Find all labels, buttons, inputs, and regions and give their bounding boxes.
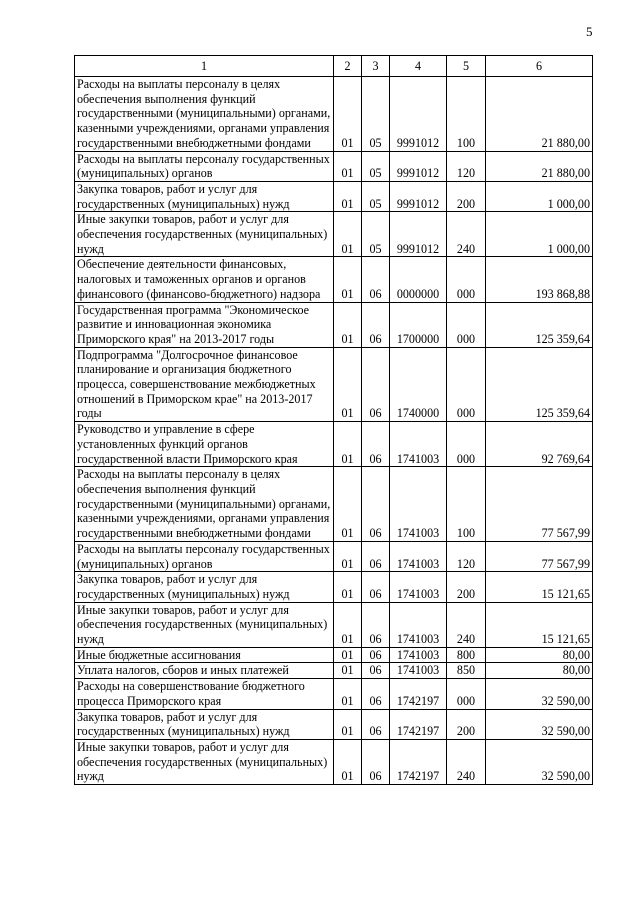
cell-expense-type: 120	[447, 541, 486, 571]
cell-name: Расходы на выплаты персоналу государственных (муниципальных) органов	[75, 151, 334, 181]
table-row	[75, 181, 593, 211]
cell-section: 01	[334, 212, 362, 257]
table-row	[75, 151, 593, 181]
header-col-6: 6	[486, 56, 593, 77]
cell-amount: 15 121,65	[486, 572, 593, 602]
cell-expense-type: 200	[447, 181, 486, 211]
cell-section: 01	[334, 739, 362, 784]
cell-amount: 15 121,65	[486, 602, 593, 647]
cell-section: 01	[334, 181, 362, 211]
cell-subsection: 06	[362, 679, 390, 709]
cell-subsection: 05	[362, 212, 390, 257]
cell-name: Иные бюджетные ассигнования	[75, 647, 334, 663]
cell-target-article: 1741003	[390, 422, 447, 467]
cell-subsection: 06	[362, 541, 390, 571]
cell-section: 01	[334, 541, 362, 571]
cell-expense-type: 800	[447, 647, 486, 663]
cell-expense-type: 240	[447, 212, 486, 257]
cell-expense-type: 000	[447, 347, 486, 422]
cell-amount: 92 769,64	[486, 422, 593, 467]
cell-name: Подпрограмма "Долгосрочное финансовое планирование и организация бюджетного процесса, совершенствование межбюджетных отношений в Приморском крае" на 2013-2017 годы	[75, 347, 334, 422]
cell-name: Иные закупки товаров, работ и услуг для обеспечения государственных (муниципальных) нужд	[75, 602, 334, 647]
cell-expense-type: 100	[447, 467, 486, 542]
table-row	[75, 347, 593, 422]
cell-subsection: 06	[362, 663, 390, 679]
table-row	[75, 302, 593, 347]
table-row	[75, 212, 593, 257]
cell-subsection: 06	[362, 739, 390, 784]
table-row	[75, 602, 593, 647]
cell-amount: 77 567,99	[486, 467, 593, 542]
cell-target-article: 9991012	[390, 77, 447, 152]
cell-name: Уплата налогов, сборов и иных платежей	[75, 663, 334, 679]
cell-amount: 1 000,00	[486, 212, 593, 257]
cell-subsection: 06	[362, 572, 390, 602]
cell-expense-type: 000	[447, 302, 486, 347]
cell-subsection: 06	[362, 257, 390, 302]
cell-target-article: 1741003	[390, 467, 447, 542]
cell-section: 01	[334, 572, 362, 602]
cell-target-article: 9991012	[390, 181, 447, 211]
table-row	[75, 467, 593, 542]
cell-name: Закупка товаров, работ и услуг для государственных (муниципальных) нужд	[75, 709, 334, 739]
cell-target-article: 1700000	[390, 302, 447, 347]
cell-name: Закупка товаров, работ и услуг для государственных (муниципальных) нужд	[75, 572, 334, 602]
budget-table	[74, 55, 593, 785]
page-number: 5	[586, 24, 593, 39]
cell-target-article: 0000000	[390, 257, 447, 302]
cell-target-article: 1741003	[390, 663, 447, 679]
cell-amount: 21 880,00	[486, 77, 593, 152]
cell-expense-type: 000	[447, 257, 486, 302]
cell-target-article: 9991012	[390, 151, 447, 181]
table-row	[75, 541, 593, 571]
cell-section: 01	[334, 302, 362, 347]
cell-expense-type: 120	[447, 151, 486, 181]
cell-subsection: 06	[362, 347, 390, 422]
cell-subsection: 06	[362, 709, 390, 739]
cell-name: Руководство и управление в сфере установленных функций органов государственной власти Приморского края	[75, 422, 334, 467]
cell-target-article: 1741003	[390, 572, 447, 602]
table-row	[75, 663, 593, 679]
cell-subsection: 06	[362, 422, 390, 467]
cell-expense-type: 000	[447, 679, 486, 709]
cell-section: 01	[334, 709, 362, 739]
cell-subsection: 05	[362, 181, 390, 211]
cell-expense-type: 100	[447, 77, 486, 152]
cell-amount: 80,00	[486, 663, 593, 679]
cell-amount: 125 359,64	[486, 302, 593, 347]
cell-section: 01	[334, 77, 362, 152]
table-row	[75, 647, 593, 663]
cell-section: 01	[334, 663, 362, 679]
cell-section: 01	[334, 602, 362, 647]
cell-name: Государственная программа "Экономическое развитие и инновационная экономика Приморского края" на 2013-2017 годы	[75, 302, 334, 347]
cell-amount: 125 359,64	[486, 347, 593, 422]
cell-subsection: 06	[362, 602, 390, 647]
cell-name: Расходы на выплаты персоналу государственных (муниципальных) органов	[75, 541, 334, 571]
cell-target-article: 1740000	[390, 347, 447, 422]
cell-name: Закупка товаров, работ и услуг для государственных (муниципальных) нужд	[75, 181, 334, 211]
cell-target-article: 1741003	[390, 647, 447, 663]
cell-target-article: 9991012	[390, 212, 447, 257]
cell-subsection: 05	[362, 151, 390, 181]
cell-name: Расходы на выплаты персоналу в целях обеспечения выполнения функций государственными (муниципальными) органами, казенными учреждениями, органами управления государственными внебюджетными фондами	[75, 77, 334, 152]
cell-name: Расходы на совершенствование бюджетного процесса Приморского края	[75, 679, 334, 709]
cell-section: 01	[334, 467, 362, 542]
cell-target-article: 1741003	[390, 602, 447, 647]
table-header-row	[75, 56, 593, 77]
table-row	[75, 739, 593, 784]
cell-expense-type: 240	[447, 739, 486, 784]
cell-amount: 1 000,00	[486, 181, 593, 211]
cell-subsection: 05	[362, 77, 390, 152]
cell-section: 01	[334, 347, 362, 422]
table-row	[75, 257, 593, 302]
header-col-1: 1	[75, 56, 334, 77]
cell-section: 01	[334, 647, 362, 663]
cell-name: Иные закупки товаров, работ и услуг для обеспечения государственных (муниципальных) нужд	[75, 212, 334, 257]
table-row	[75, 422, 593, 467]
cell-name: Иные закупки товаров, работ и услуг для обеспечения государственных (муниципальных) нужд	[75, 739, 334, 784]
table-row	[75, 709, 593, 739]
cell-name: Расходы на выплаты персоналу в целях обеспечения выполнения функций государственными (муниципальными) органами, казенными учреждениями, органами управления государственными внебюджетными фондами	[75, 467, 334, 542]
cell-amount: 21 880,00	[486, 151, 593, 181]
header-col-5: 5	[447, 56, 486, 77]
cell-subsection: 06	[362, 647, 390, 663]
cell-amount: 77 567,99	[486, 541, 593, 571]
cell-expense-type: 240	[447, 602, 486, 647]
cell-section: 01	[334, 257, 362, 302]
table-row	[75, 572, 593, 602]
cell-expense-type: 200	[447, 709, 486, 739]
cell-amount: 32 590,00	[486, 679, 593, 709]
cell-section: 01	[334, 151, 362, 181]
cell-expense-type: 200	[447, 572, 486, 602]
cell-expense-type: 850	[447, 663, 486, 679]
cell-target-article: 1741003	[390, 541, 447, 571]
cell-amount: 32 590,00	[486, 739, 593, 784]
cell-target-article: 1742197	[390, 739, 447, 784]
cell-subsection: 06	[362, 467, 390, 542]
cell-amount: 193 868,88	[486, 257, 593, 302]
cell-section: 01	[334, 422, 362, 467]
cell-section: 01	[334, 679, 362, 709]
cell-subsection: 06	[362, 302, 390, 347]
cell-amount: 80,00	[486, 647, 593, 663]
table-row	[75, 77, 593, 152]
cell-target-article: 1742197	[390, 709, 447, 739]
cell-expense-type: 000	[447, 422, 486, 467]
cell-amount: 32 590,00	[486, 709, 593, 739]
header-col-4: 4	[390, 56, 447, 77]
header-col-3: 3	[362, 56, 390, 77]
header-col-2: 2	[334, 56, 362, 77]
cell-name: Обеспечение деятельности финансовых, налоговых и таможенных органов и органов финансового (финансово-бюджетного) надзора	[75, 257, 334, 302]
table-row	[75, 679, 593, 709]
cell-target-article: 1742197	[390, 679, 447, 709]
